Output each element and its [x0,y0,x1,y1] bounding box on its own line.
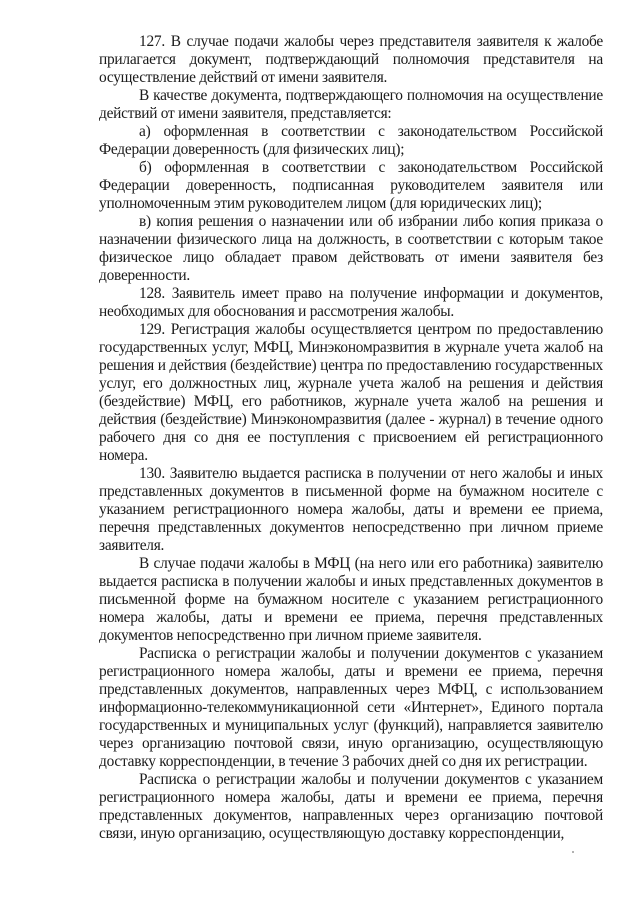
paragraph-130: 130. Заявителю выдается расписка в получении от него жалобы и иных представленных документов в письменной форме на бумажном носителе с указанием регистрационного номера жалобы, даты и времени ее приема, перечня представленных документов непосредственно при личном приеме заявителя. [99,465,603,554]
paragraph-129: 129. Регистрация жалобы осуществляется центром по предоставлению государственных услуг, МФЦ, Минэкономразвития в журнале учета жалоб на решения и действия (бездействие) центра по предоставлению государственных услуг, его должностных лиц, журнале учета жалоб на решения и действия (бездействие) МФЦ, его работников, журнале учета жалоб на решения и действия (бездействие) Минэкономразвития (далее - журнал) в течение одного рабочего дня со дня ее поступления с присвоением ей регистрационного номера. [99,321,603,464]
paragraph-authority-document: В качестве документа, подтверждающего полномочия на осуществление действий от имени заявителя, представляется: [99,87,603,122]
document-body [99,33,603,843]
paragraph-mfc-receipt: В случае подачи жалобы в МФЦ (на него или его работника) заявителю выдается расписка в получении жалобы и иных представленных документов в письменной форме на бумажном носителе с указанием регистрационного номера жалобы, даты и времени ее приема, перечня представленных документов непосредственно при личном приеме заявителя. [99,555,603,644]
list-item-a: а) оформленная в соответствии с законодательством Российской Федерации доверенность (для физических лиц); [99,123,603,158]
paragraph-128: 128. Заявитель имеет право на получение информации и документов, необходимых для обоснования и рассмотрения жалобы. [99,285,603,320]
paragraph-receipt-mfc-internet: Расписка о регистрации жалобы и получении документов с указанием регистрационного номера жалобы, даты и времени ее приема, перечня представленных документов, направленных через МФЦ, с использованием информационно-телекоммуникационной сети «Интернет», Единого портала государственных и муниципальных услуг (функций), направляется заявителю через организацию почтовой связи, иную организацию, осуществляющую доставку корреспонденции, в течение 3 рабочих дней со дня их регистрации. [99,645,603,770]
paragraph-receipt-postal: Расписка о регистрации жалобы и получении документов с указанием регистрационного номера жалобы, даты и времени ее приема, перечня представленных документов, направленных через организацию почтовой связи, иную организацию, осуществляющую доставку корреспонденции, [99,771,603,842]
scan-artifact [572,851,574,853]
list-item-b: б) оформленная в соответствии с законодательством Российской Федерации доверенность, подписанная руководителем заявителя или уполномоченным этим руководителем лицом (для юридических лиц); [99,159,603,212]
list-item-c: в) копия решения о назначении или об избрании либо копия приказа о назначении физического лица на должность, в соответствии с которым такое физическое лицо обладает правом действовать от имени заявителя без доверенности. [99,213,603,284]
paragraph-127: 127. В случае подачи жалобы через представителя заявителя к жалобе прилагается документ, подтверждающий полномочия представителя на осуществление действий от имени заявителя. [99,33,603,86]
